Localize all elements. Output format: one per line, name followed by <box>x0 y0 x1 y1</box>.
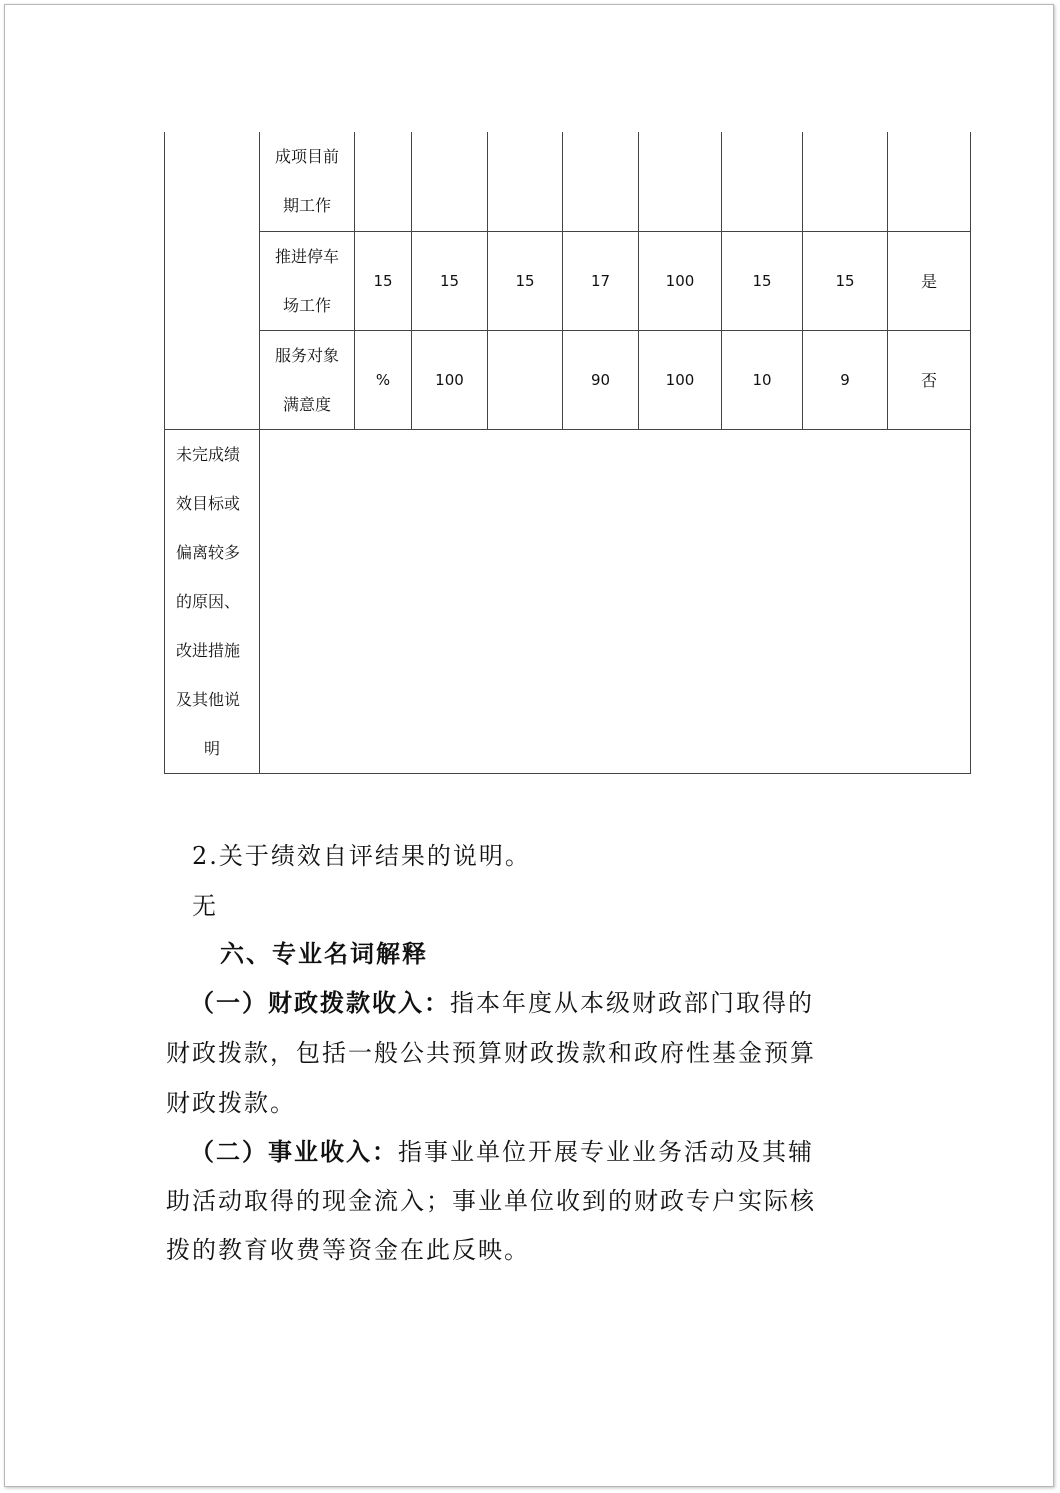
value-cell: 是 <box>888 231 971 330</box>
value-cell: 100 <box>412 330 488 429</box>
note-value-cell <box>260 429 971 773</box>
value-cell <box>639 132 722 231</box>
value-cell: 否 <box>888 330 971 429</box>
definition-1-line-2: 财政拨款，包括一般公共预算财政拨款和政府性基金预算 <box>166 1039 816 1067</box>
value-cell: 100 <box>639 231 722 330</box>
definition-2-line-3: 拨的教育收费等资金在此反映。 <box>166 1236 530 1264</box>
definition-1-line-3: 财政拨款。 <box>166 1089 296 1117</box>
value-cell: % <box>355 330 412 429</box>
value-cell <box>412 132 488 231</box>
item2-title: 2.关于绩效自评结果的说明。 <box>192 842 531 870</box>
item2-body: 无 <box>192 892 218 920</box>
value-cell <box>722 132 803 231</box>
value-cell: 90 <box>563 330 639 429</box>
definition-2-line-1: （二）事业收入：指事业单位开展专业业务活动及其辅 <box>190 1138 814 1166</box>
value-cell <box>888 132 971 231</box>
definition-2-line-2: 助活动取得的现金流入；事业单位收到的财政专户实际核 <box>166 1187 816 1215</box>
value-cell <box>803 132 888 231</box>
table-row <box>165 231 971 330</box>
indicator-name-cell: 推进停车 场工作 <box>260 231 355 330</box>
table-row <box>165 330 971 429</box>
section-heading: 六、专业名词解释 <box>220 940 428 968</box>
value-cell <box>488 132 563 231</box>
indicator-name-cell: 成项目前 期工作 <box>260 132 355 231</box>
table-row <box>165 132 971 231</box>
value-cell: 15 <box>355 231 412 330</box>
indicator-name-cell: 服务对象 满意度 <box>260 330 355 429</box>
table-row <box>165 429 971 773</box>
value-cell: 17 <box>563 231 639 330</box>
performance-table <box>164 132 971 774</box>
value-cell <box>563 132 639 231</box>
note-label-cell: 未完成绩 效目标或 偏离较多 的原因、 改进措施 及其他说 明 <box>165 429 260 773</box>
value-cell <box>355 132 412 231</box>
value-cell: 9 <box>803 330 888 429</box>
definition-term: （二）事业收入： <box>190 1138 398 1166</box>
value-cell: 100 <box>639 330 722 429</box>
value-cell <box>488 330 563 429</box>
value-cell: 15 <box>803 231 888 330</box>
definition-1-line-1: （一）财政拨款收入：指本年度从本级财政部门取得的 <box>190 989 814 1017</box>
definition-term: （一）财政拨款收入： <box>190 989 450 1017</box>
value-cell: 15 <box>488 231 563 330</box>
value-cell: 15 <box>412 231 488 330</box>
merged-category-cell <box>165 132 260 429</box>
value-cell: 15 <box>722 231 803 330</box>
value-cell: 10 <box>722 330 803 429</box>
